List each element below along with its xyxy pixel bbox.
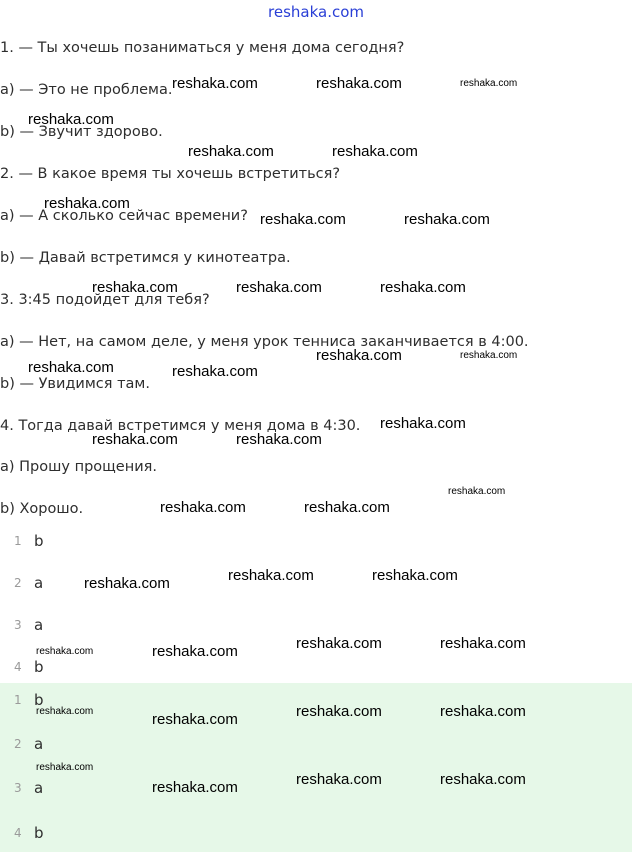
answer-number: 3	[14, 781, 22, 795]
watermark: reshaka.com	[316, 75, 402, 92]
answer-value: b	[34, 691, 44, 709]
answer-value: b	[34, 658, 44, 676]
watermark: reshaka.com	[84, 575, 170, 592]
watermark: reshaka.com	[440, 703, 526, 720]
watermark: reshaka.com	[404, 211, 490, 228]
watermark: reshaka.com	[172, 75, 258, 92]
question-4: 4. Тогда давай встретимся у меня дома в 4:30.	[0, 418, 361, 434]
option-3a: a) — Нет, на самом деле, у меня урок тенниса заканчивается в 4:00.	[0, 334, 529, 350]
watermark: reshaka.com	[460, 350, 518, 361]
answer-value: b	[34, 824, 44, 842]
header	[0, 0, 632, 24]
watermark: reshaka.com	[36, 646, 94, 657]
option-4b: b) Хорошо.	[0, 501, 84, 517]
option-1a: a) — Это не проблема.	[0, 82, 173, 98]
watermark: reshaka.com	[28, 359, 114, 376]
watermark: reshaka.com	[44, 195, 130, 212]
answer-value: a	[34, 779, 44, 797]
answer-number: 4	[14, 826, 22, 840]
watermark: reshaka.com	[372, 567, 458, 584]
watermark: reshaka.com	[332, 143, 418, 160]
answer-value: a	[34, 616, 44, 634]
question-3: 3. 3:45 подойдет для тебя?	[0, 292, 210, 308]
watermark: reshaka.com	[296, 635, 382, 652]
watermark: reshaka.com	[152, 643, 238, 660]
option-2b: b) — Давай встретимся у кинотеатра.	[0, 250, 291, 266]
watermark: reshaka.com	[92, 279, 178, 296]
answer-number: 1	[14, 534, 22, 548]
answer-number: 4	[14, 660, 22, 674]
watermark: reshaka.com	[152, 711, 238, 728]
watermark: reshaka.com	[380, 415, 466, 432]
answer-value: a	[34, 735, 44, 753]
question-1: 1. — Ты хочешь позаниматься у меня дома сегодня?	[0, 40, 405, 56]
watermark: reshaka.com	[172, 363, 258, 380]
answer-number: 1	[14, 693, 22, 707]
watermark: reshaka.com	[236, 431, 322, 448]
watermark: reshaka.com	[296, 771, 382, 788]
answer-number: 3	[14, 618, 22, 632]
question-2: 2. — В какое время ты хочешь встретиться?	[0, 166, 341, 182]
option-4a: a) Прошу прощения.	[0, 459, 157, 475]
answer-row-checked	[0, 809, 632, 852]
watermark: reshaka.com	[36, 762, 94, 773]
watermark: reshaka.com	[448, 486, 506, 497]
site-link[interactable]: reshaka.com	[268, 3, 364, 21]
watermark: reshaka.com	[160, 499, 246, 516]
watermark: reshaka.com	[260, 211, 346, 228]
answer-value: a	[34, 574, 44, 592]
answer-number: 2	[14, 576, 22, 590]
answer-value: b	[34, 532, 44, 550]
watermark: reshaka.com	[236, 279, 322, 296]
watermark: reshaka.com	[304, 499, 390, 516]
watermark: reshaka.com	[36, 706, 94, 717]
watermark: reshaka.com	[28, 111, 114, 128]
option-2a: a) — А сколько сейчас времени?	[0, 208, 248, 224]
watermark: reshaka.com	[152, 779, 238, 796]
watermark: reshaka.com	[92, 431, 178, 448]
answer-number: 2	[14, 737, 22, 751]
watermark: reshaka.com	[228, 567, 314, 584]
watermark: reshaka.com	[440, 635, 526, 652]
watermark: reshaka.com	[296, 703, 382, 720]
option-3b: b) — Увидимся там.	[0, 376, 150, 392]
answer-row	[0, 522, 632, 564]
watermark: reshaka.com	[380, 279, 466, 296]
watermark: reshaka.com	[440, 771, 526, 788]
watermark: reshaka.com	[316, 347, 402, 364]
answer-row-checked	[0, 725, 632, 767]
watermark: reshaka.com	[188, 143, 274, 160]
option-1b: b) — Звучит здорово.	[0, 124, 163, 140]
watermark: reshaka.com	[460, 78, 518, 89]
